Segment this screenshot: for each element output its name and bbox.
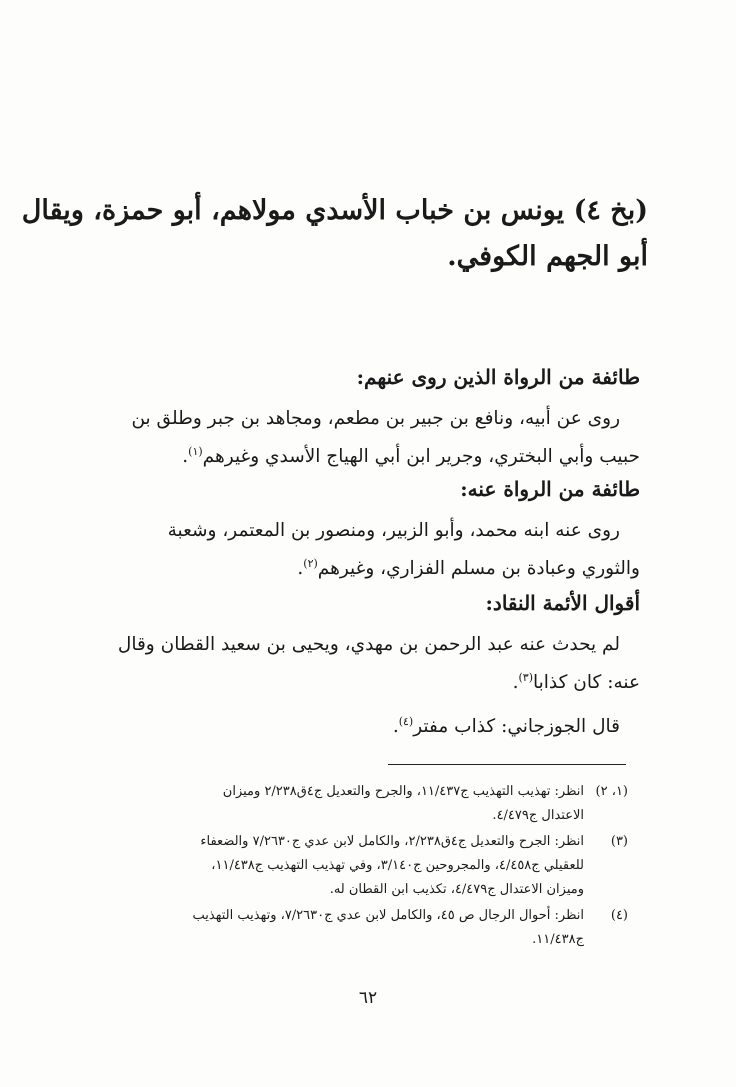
biography-title <box>21 188 648 280</box>
footnotes <box>92 780 628 952</box>
section-narrated-from <box>92 360 640 476</box>
footnote-body <box>92 780 584 828</box>
footnote-line: الاعتدال ج٤/٤٧٩. <box>492 808 584 823</box>
paragraph-text: والثوري وعبادة بن مسلم الفزاري، وغيرهم <box>317 558 640 579</box>
footnote-line: ج١١/٤٣٨. <box>532 932 584 947</box>
section-narrators-from-him <box>92 472 640 588</box>
paragraph-text: عنه: كان كذابا <box>532 672 640 693</box>
footnote <box>92 830 628 902</box>
paragraph-end: . <box>297 558 304 579</box>
footnote-number: (١، ٢) <box>595 784 628 799</box>
footnote-ref[interactable]: (١) <box>188 444 203 458</box>
paragraph-line <box>92 708 640 746</box>
paragraph-line <box>92 550 640 588</box>
page-number: ٦٢ <box>358 988 378 1008</box>
paragraph-line <box>92 664 640 702</box>
paragraph-line: لم يحدث عنه عبد الرحمن بن مهدي، ويحيى بن سعيد القطان وقال <box>117 634 620 655</box>
footnote-line: انظر: الجرح والتعديل ج٤ق٢/٢٣٨، والكامل لابن عدي ج٧/٢٦٣٠ والضعفاء <box>200 834 584 849</box>
footnote <box>92 904 628 952</box>
paragraph-line: روى عنه ابنه محمد، وأبو الزبير، ومنصور بن المعتمر، وشعبة <box>167 520 620 541</box>
section-heading: طائفة من الرواة الذين روى عنهم: <box>356 365 640 389</box>
footnote-line: انظر: أحوال الرجال ص ٤٥، والكامل لابن عدي ج٧/٢٦٣٠، وتهذيب التهذيب <box>192 908 584 923</box>
footnote-body <box>92 904 584 952</box>
section-paragraph <box>92 626 640 746</box>
section-heading: أقوال الأئمة النقاد: <box>485 591 640 615</box>
paragraph-end: . <box>512 672 519 693</box>
paragraph-end: . <box>392 716 399 737</box>
footnote-divider <box>388 764 626 765</box>
paragraph-line <box>92 438 640 476</box>
paragraph-text: حبيب وأبي البختري، وجرير ابن أبي الهياج الأسدي وغيرهم <box>202 446 640 467</box>
section-heading: طائفة من الرواة عنه: <box>460 477 640 501</box>
title-line-1: (بخ ٤) يونس بن خباب الأسدي مولاهم، أبو حمزة، ويقال <box>21 195 648 226</box>
paragraph-end: . <box>182 446 189 467</box>
paragraph-text: قال الجوزجاني: كذاب مفتر <box>413 716 620 737</box>
footnote-line: انظر: تهذيب التهذيب ج١١/٤٣٧، والجرح والتعديل ج٤ق٢/٢٣٨ وميزان <box>222 784 584 799</box>
footnote-body <box>92 830 584 902</box>
footnote-ref[interactable]: (٢) <box>303 556 318 570</box>
paragraph-line: روى عن أبيه، ونافع بن جبير بن مطعم، ومجاهد بن جبر وطلق بن <box>131 408 620 429</box>
section-critics-sayings <box>92 586 640 746</box>
footnote-number: (٣) <box>610 834 628 849</box>
footnote-line: وميزان الاعتدال ج٤/٤٧٩، تكذيب ابن القطان له. <box>329 882 584 897</box>
section-paragraph <box>92 400 640 476</box>
section-paragraph <box>92 512 640 588</box>
footnote-ref[interactable]: (٣) <box>518 670 533 684</box>
title-line-2: أبو الجهم الكوفي. <box>447 241 648 272</box>
footnote-ref[interactable]: (٤) <box>398 714 414 728</box>
footnote-line: للعقيلي ج٤/٤٥٨، والمجروحين ج٣/١٤٠، وفي تهذيب التهذيب ج١١/٤٣٨، <box>211 858 584 873</box>
footnote <box>92 780 628 828</box>
footnote-number: (٤) <box>610 908 628 923</box>
